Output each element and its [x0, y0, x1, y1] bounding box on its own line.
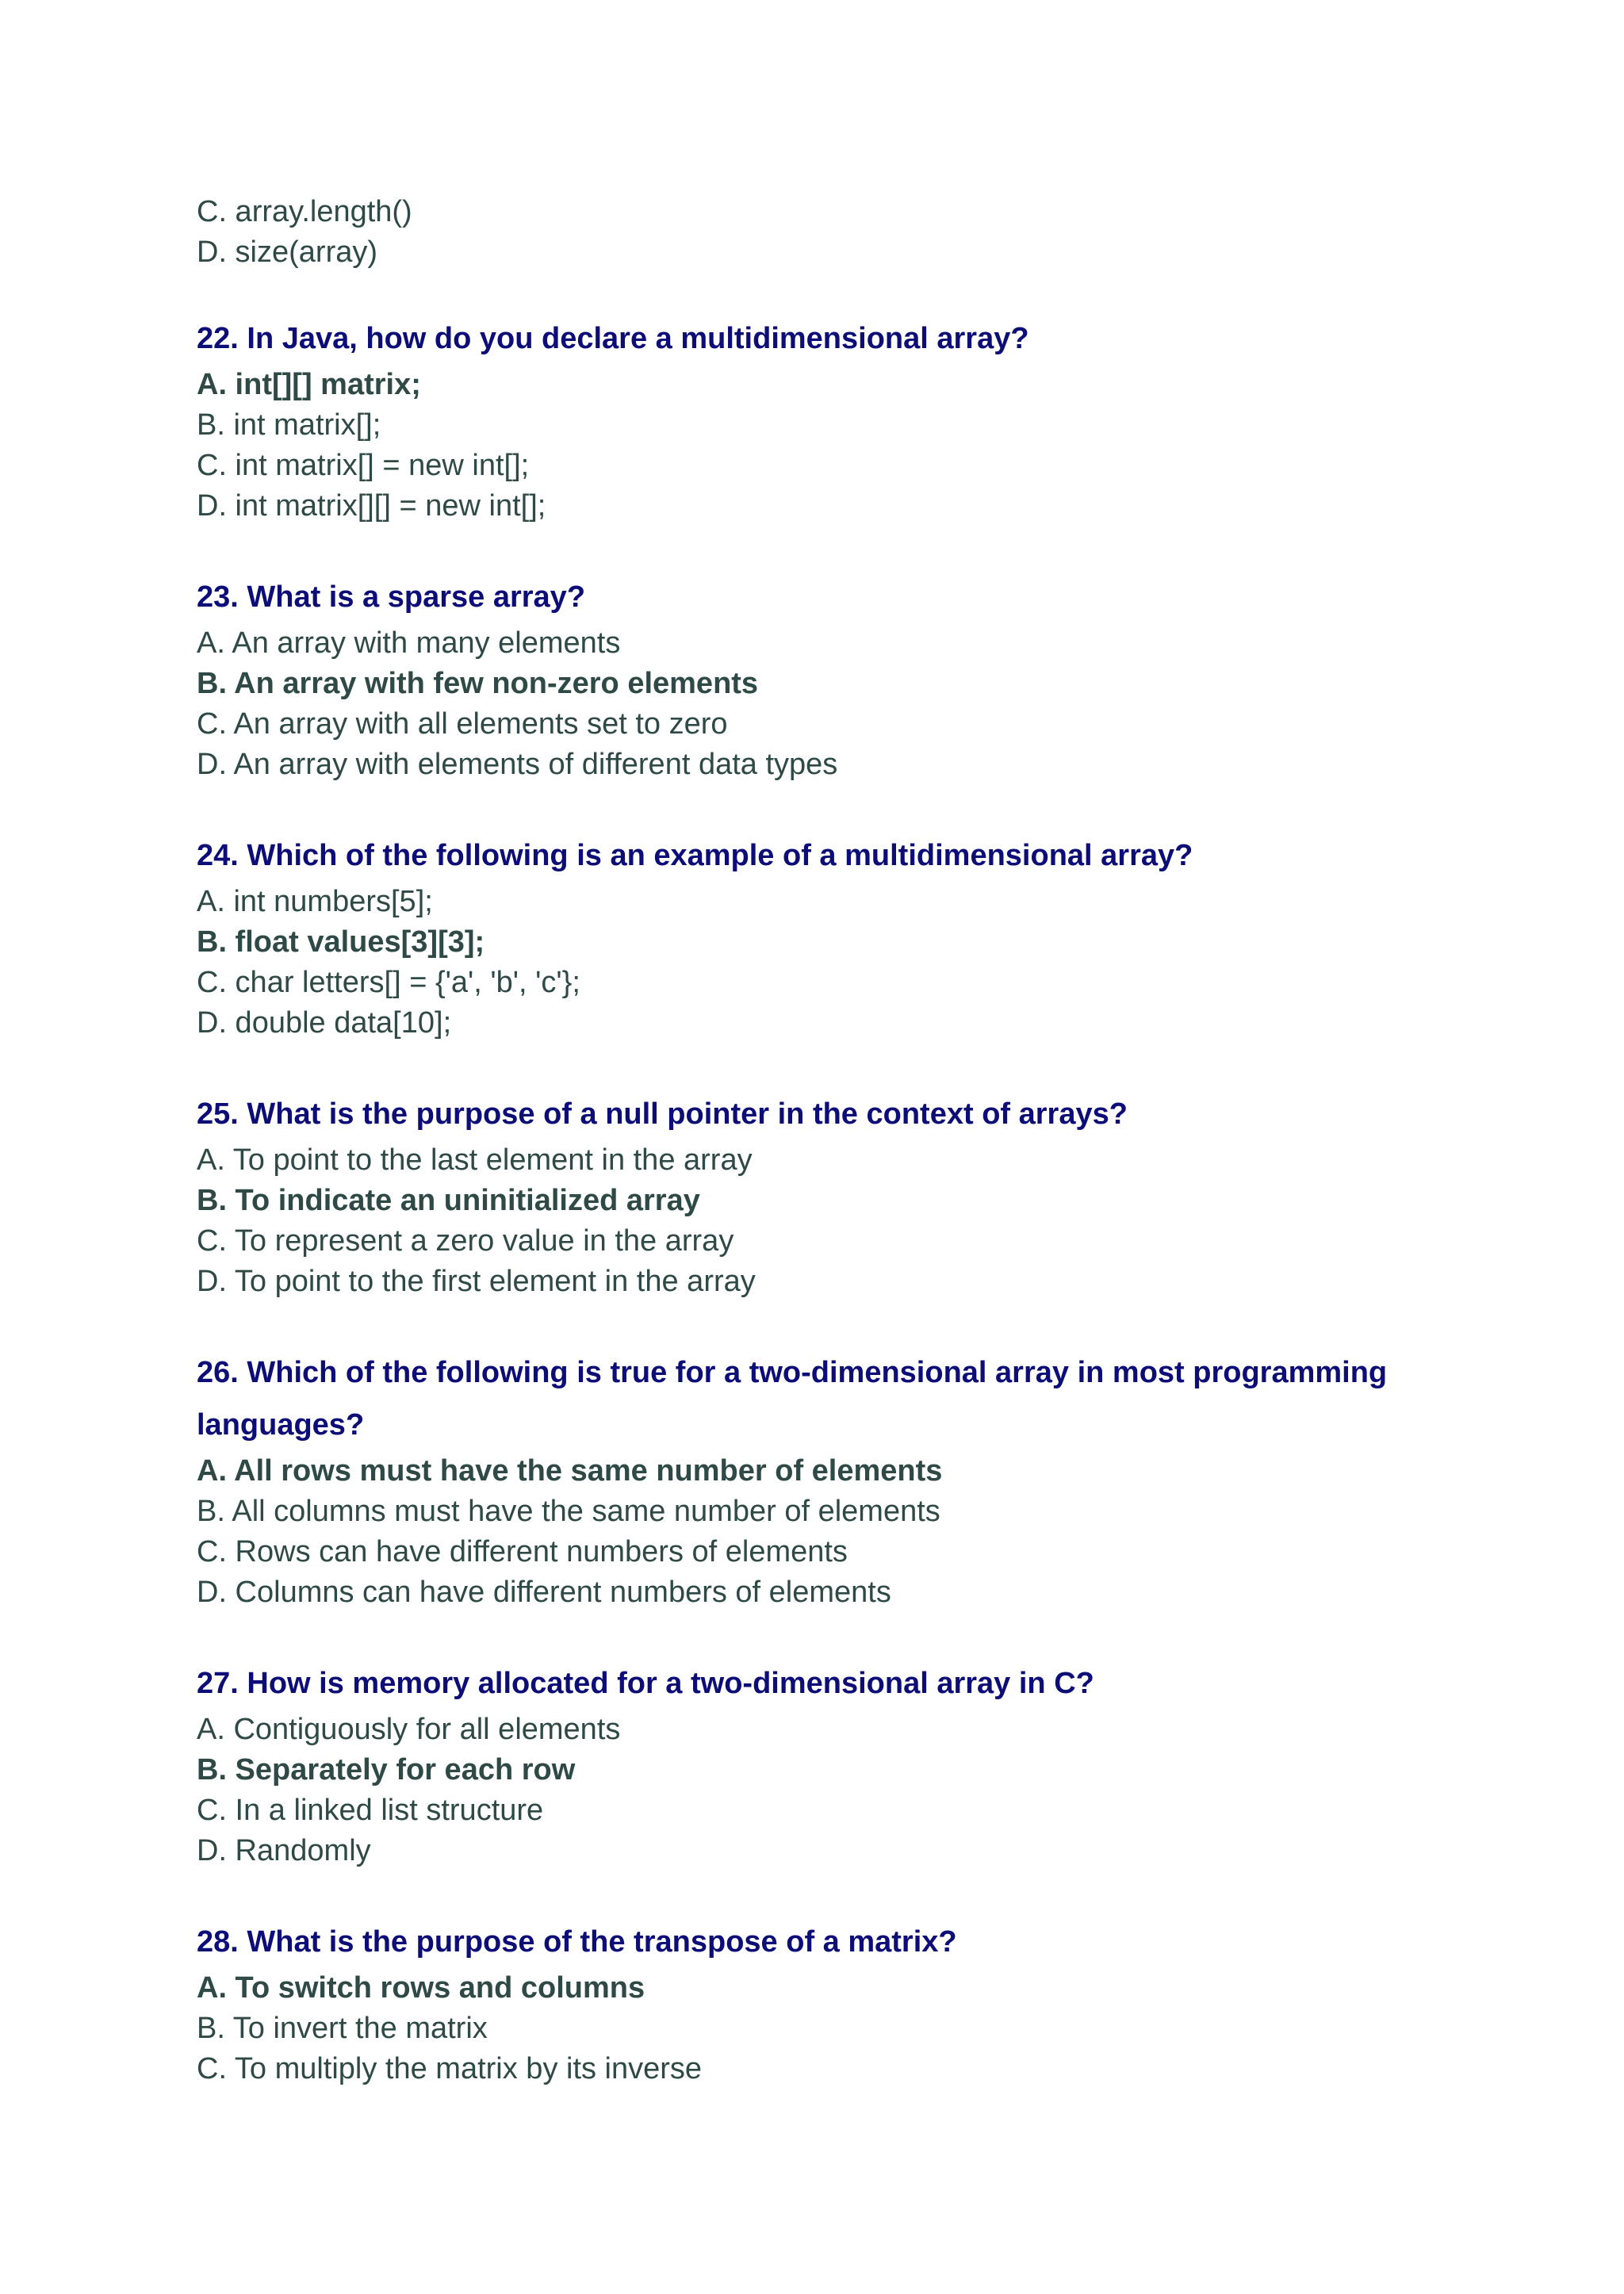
question-options [197, 1968, 1434, 2089]
question-27 [197, 1657, 1434, 1871]
option-correct: A. To switch rows and columns [197, 1971, 645, 2005]
option: B. int matrix[]; [197, 408, 381, 442]
option: D. An array with elements of different data types [197, 748, 838, 781]
option: C. int matrix[] = new int[]; [197, 449, 530, 482]
option: A. Contiguously for all elements [197, 1713, 621, 1746]
question-options [197, 365, 1434, 527]
question-title: 27. How is memory allocated for a two-dimensional array in C? [197, 1667, 1094, 1700]
option: B. To invert the matrix [197, 2012, 488, 2045]
question-25 [197, 1088, 1434, 1302]
option: C. char letters[] = {'a', 'b', 'c'}; [197, 966, 580, 999]
option: A. To point to the last element in the array [197, 1143, 753, 1177]
option: D. double data[10]; [197, 1006, 452, 1040]
option: C. array.length() [197, 195, 412, 228]
question-22 [197, 312, 1434, 527]
question-26 [197, 1346, 1434, 1613]
option-correct: B. An array with few non-zero elements [197, 667, 759, 700]
option: C. To represent a zero value in the array [197, 1224, 734, 1258]
question-title-line-2: languages? [197, 1408, 365, 1442]
question-options [197, 623, 1434, 785]
option: C. An array with all elements set to zero [197, 707, 728, 741]
question-24 [197, 829, 1434, 1044]
option: A. An array with many elements [197, 626, 621, 660]
question-title: 25. What is the purpose of a null pointer in the context of arrays? [197, 1097, 1128, 1131]
option: D. size(array) [197, 236, 378, 269]
option: C. In a linked list structure [197, 1794, 544, 1827]
question-23 [197, 571, 1434, 785]
document-page [197, 192, 1434, 2094]
option-correct: B. float values[3][3]; [197, 925, 485, 959]
option: D. To point to the first element in the array [197, 1265, 756, 1298]
question-title: 24. Which of the following is an example of a multidimensional array? [197, 839, 1193, 872]
option: D. int matrix[][] = new int[]; [197, 489, 546, 523]
option: D. Columns can have different numbers of elements [197, 1576, 891, 1609]
option-correct: A. int[][] matrix; [197, 368, 421, 401]
question-title-line-1: 26. Which of the following is true for a two-dimensional array in most programming [197, 1356, 1388, 1389]
option: C. To multiply the matrix by its inverse [197, 2052, 703, 2085]
option: D. Randomly [197, 1834, 371, 1867]
option: B. All columns must have the same number of elements [197, 1495, 940, 1528]
option: A. int numbers[5]; [197, 885, 433, 918]
option-correct: B. Separately for each row [197, 1753, 576, 1787]
question-title: 22. In Java, how do you declare a multidimensional array? [197, 322, 1029, 355]
question-options [197, 1140, 1434, 1302]
question-options [197, 882, 1434, 1044]
question-title: 23. What is a sparse array? [197, 580, 586, 614]
option: C. Rows can have different numbers of elements [197, 1535, 848, 1568]
question-title: 28. What is the purpose of the transpose of a matrix? [197, 1925, 957, 1959]
question-options [197, 1451, 1434, 1613]
question-28 [197, 1916, 1434, 2089]
option-correct: B. To indicate an uninitialized array [197, 1184, 700, 1217]
option-correct: A. All rows must have the same number of elements [197, 1454, 943, 1488]
question-options [197, 1710, 1434, 1871]
q21-options [197, 192, 1434, 273]
